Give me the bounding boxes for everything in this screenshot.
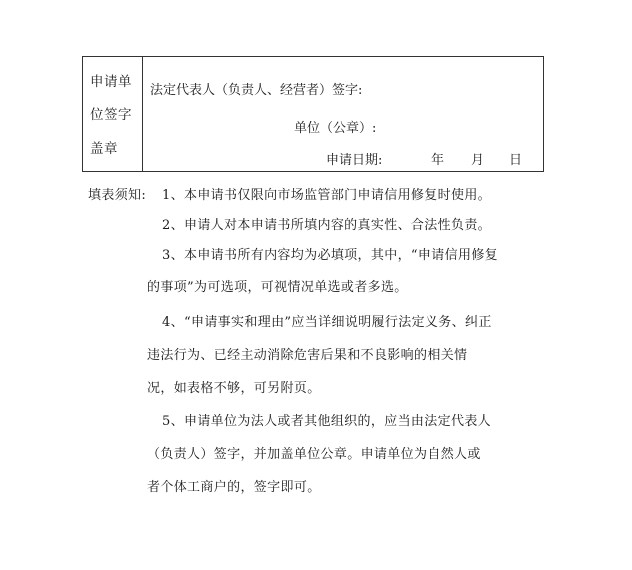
signature-seal-table xyxy=(82,56,544,172)
applicant-label-line-1: 申请单 xyxy=(90,74,132,90)
instruction-4-line-3: 况，如表格不够，可另附页。 xyxy=(147,381,321,396)
instruction-5-line-3: 者个体工商户的，签字即可。 xyxy=(147,480,321,495)
legal-representative-signature-label: 法定代表人（负责人、经营者）签字: xyxy=(150,83,363,98)
instruction-5-line-2: （负责人）签字，并加盖单位公章。申请单位为自然人或 xyxy=(147,447,481,462)
instructions-heading: 填表须知: xyxy=(88,188,147,203)
unit-seal-label: 单位（公章）: xyxy=(294,121,377,136)
instruction-3-line-2: 的事项”为可选项，可视情况单选或者多选。 xyxy=(147,280,408,295)
applicant-label-line-3: 盖章 xyxy=(90,141,118,157)
instruction-2-line-1: 2、申请人对本申请书所填内容的真实性、合法性负责。 xyxy=(162,218,492,233)
instruction-1-line-1: 1、本申请书仅限向市场监管部门申请信用修复时使用。 xyxy=(162,188,492,203)
instruction-5-line-1: 5、申请单位为法人或者其他组织的，应当由法定代表人 xyxy=(162,414,492,429)
applicant-label-line-2: 位签字 xyxy=(90,107,132,123)
instruction-4-line-2: 违法行为、已经主动消除危害后果和不良影响的相关情 xyxy=(147,348,468,363)
month-label: 月 xyxy=(471,153,485,168)
applicant-label-cell xyxy=(83,57,143,171)
year-label: 年 xyxy=(431,153,445,168)
application-date-label: 申请日期: xyxy=(326,153,383,168)
day-label: 日 xyxy=(509,153,523,168)
instruction-3-line-1: 3、本申请书所有内容均为必填项，其中，“申请信用修复 xyxy=(162,248,499,263)
instruction-4-line-1: 4、“申请事实和理由”应当详细说明履行法定义务、纠正 xyxy=(162,315,492,330)
